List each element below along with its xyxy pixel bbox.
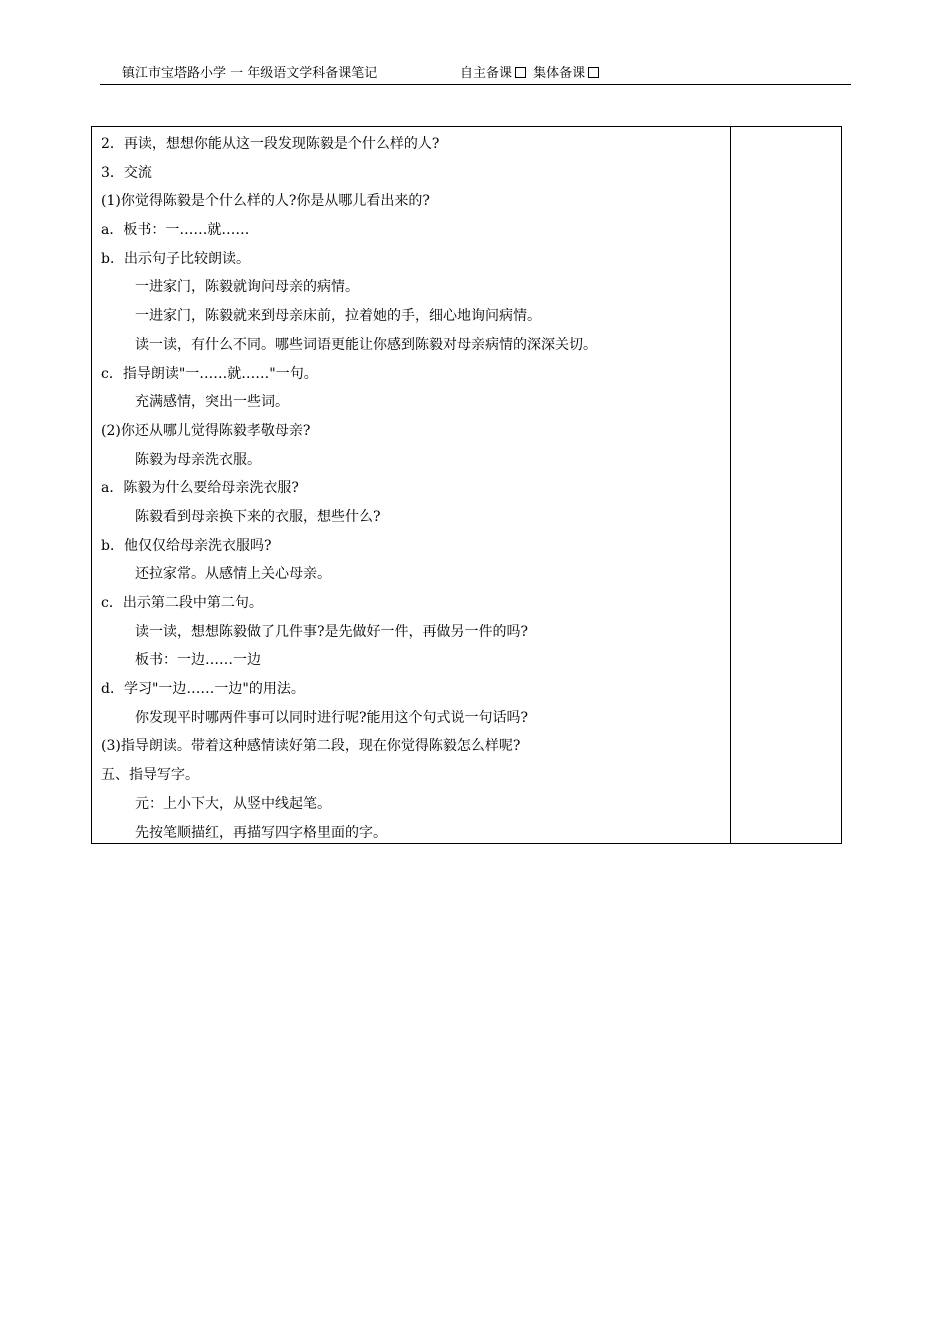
- lesson-content-cell: [101, 130, 726, 847]
- lesson-line: 读一读，想想陈毅做了几件事?是先做好一件，再做另一件的吗?: [135, 623, 529, 640]
- lesson-line: 先按笔顺描红，再描写四字格里面的字。: [135, 824, 387, 841]
- lesson-line: (3)指导朗读。带着这种感情读好第二段，现在你觉得陈毅怎么样呢?: [101, 738, 521, 755]
- lesson-line: (2)你还从哪儿觉得陈毅孝敬母亲?: [101, 422, 311, 439]
- lesson-line: 陈毅看到母亲换下来的衣服，想些什么?: [135, 508, 381, 525]
- lesson-line: 陈毅为母亲洗衣服。: [135, 451, 261, 468]
- lesson-line: 还拉家常。从感情上关心母亲。: [135, 566, 331, 583]
- lesson-line: 元：上小下大，从竖中线起笔。: [135, 795, 331, 812]
- school-grade-title: 镇江市宝塔路小学 一 年级语文学科备课笔记: [122, 66, 378, 81]
- lesson-line: 板书：一边……一边: [135, 652, 261, 669]
- lesson-line: a．板书：一……就……: [101, 222, 250, 239]
- lesson-line: 充满感情，突出一些词。: [135, 394, 289, 411]
- lesson-line: 2．再读，想想你能从这一段发现陈毅是个什么样的人?: [101, 136, 440, 152]
- lesson-line: b．他仅仅给母亲洗衣服吗?: [101, 537, 272, 554]
- self-prep-checkbox[interactable]: [515, 67, 526, 78]
- lesson-line: (1)你觉得陈毅是个什么样的人?你是从哪儿看出来的?: [101, 193, 430, 210]
- group-prep-label: 集体备课: [533, 66, 586, 81]
- lesson-line: c．出示第二段中第二句。: [101, 595, 263, 611]
- lesson-line: 一进家门，陈毅就询问母亲的病情。: [135, 279, 359, 296]
- self-prep-label: 自主备课: [460, 66, 513, 81]
- lesson-line: a．陈毅为什么要给母亲洗衣服?: [101, 480, 299, 497]
- lesson-line: 读一读，有什么不同。哪些词语更能让你感到陈毅对母亲病情的深深关切。: [135, 336, 597, 353]
- lesson-line: c．指导朗读"一……就……"一句。: [101, 365, 318, 382]
- lesson-table: [91, 126, 842, 844]
- column-divider: [730, 127, 731, 843]
- group-prep-checkbox[interactable]: [588, 67, 599, 78]
- page-header: [100, 64, 851, 85]
- lesson-line: 3．交流: [101, 164, 152, 181]
- lesson-line: 你发现平时哪两件事可以同时进行呢?能用这个句式说一句话吗?: [135, 709, 529, 726]
- lesson-line: d．学习"一边……一边"的用法。: [101, 681, 305, 698]
- lesson-line: b．出示句子比较朗读。: [101, 250, 250, 267]
- lesson-line: 五、指导写字。: [101, 767, 199, 784]
- lesson-line: 一进家门，陈毅就来到母亲床前，拉着她的手，细心地询问病情。: [135, 308, 541, 325]
- prep-mode-options: [460, 64, 602, 84]
